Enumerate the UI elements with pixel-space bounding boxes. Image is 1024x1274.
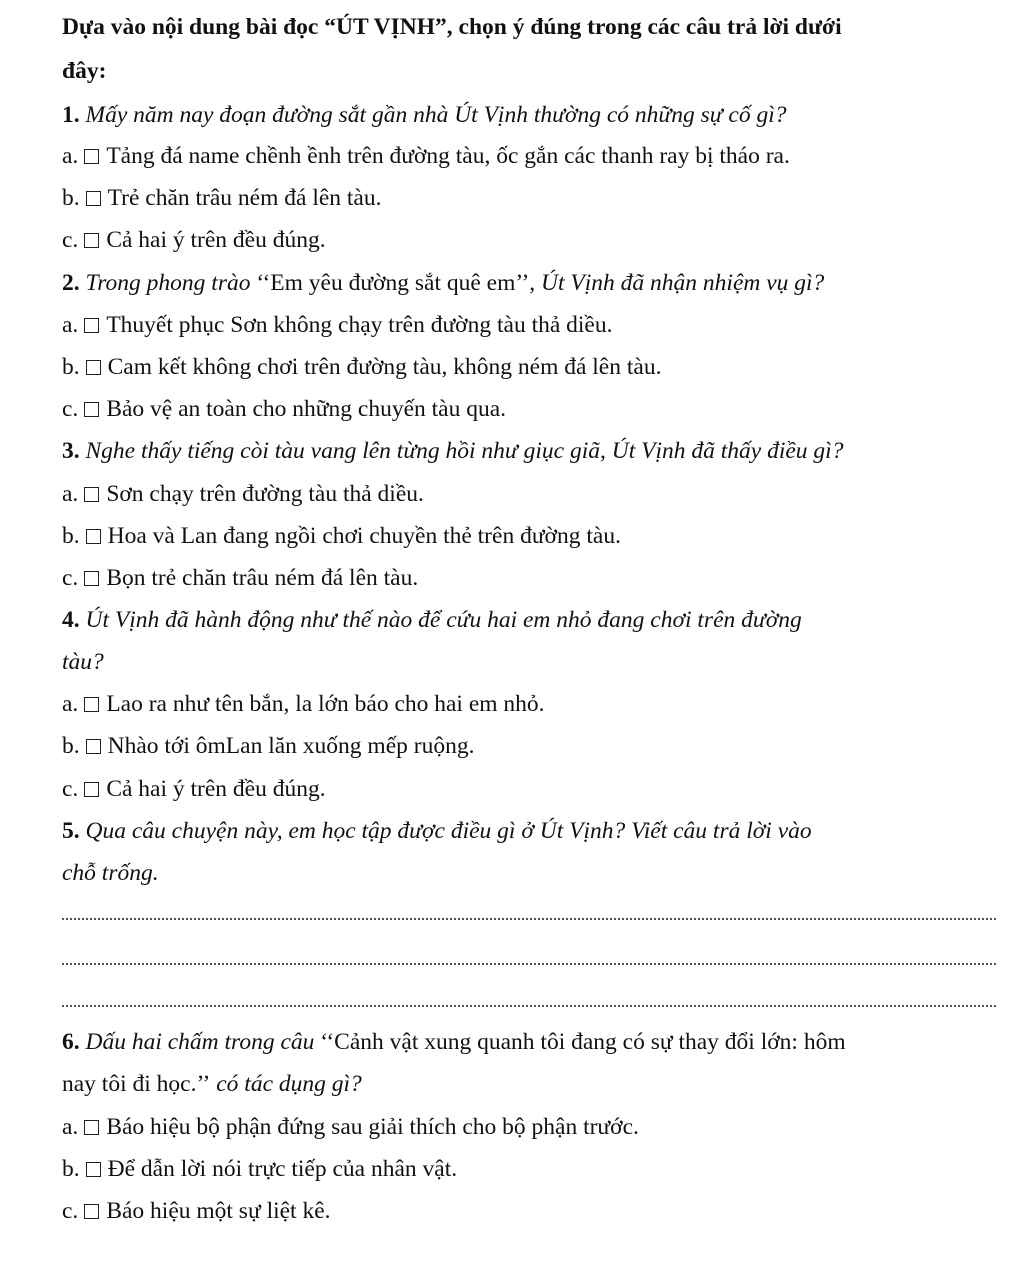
checkbox[interactable]: [86, 1162, 101, 1177]
option-text: Lao ra như tên bắn, la lớn báo cho hai em nhỏ.: [106, 691, 545, 717]
checkbox[interactable]: [84, 233, 99, 248]
option-letter: a.: [62, 312, 79, 338]
question-text-italic: có tác dụng gì?: [210, 1071, 362, 1097]
option-letter: c.: [62, 396, 79, 422]
option-text: Tảng đá name chềnh ềnh trên đường tàu, ốc gắn các thanh ray bị tháo ra.: [106, 143, 790, 169]
option-letter: c.: [62, 776, 79, 802]
checkbox[interactable]: [86, 360, 101, 375]
question-4-option-c: [62, 774, 326, 804]
question-text-quote: ‘‘Em yêu đường sắt quê em’’: [256, 270, 530, 296]
question-6-option-b: [62, 1154, 457, 1184]
option-letter: a.: [62, 143, 79, 169]
question-number: 4.: [62, 607, 80, 633]
question-3: [62, 436, 843, 466]
checkbox[interactable]: [84, 1204, 99, 1219]
checkbox[interactable]: [84, 402, 99, 417]
question-1-option-b: [62, 183, 382, 213]
question-2-option-a: [62, 310, 613, 340]
answer-line-1[interactable]: [62, 918, 996, 920]
question-4: [62, 605, 802, 635]
question-6-option-a: [62, 1112, 639, 1142]
option-text: Báo hiệu một sự liệt kê.: [106, 1198, 331, 1224]
question-2-option-b: [62, 352, 661, 382]
option-text: Cả hai ý trên đều đúng.: [106, 776, 326, 802]
option-letter: a.: [62, 691, 79, 717]
checkbox[interactable]: [84, 571, 99, 586]
question-1-option-a: [62, 141, 790, 171]
option-letter: c.: [62, 565, 79, 591]
option-text: Bọn trẻ chăn trâu ném đá lên tàu.: [106, 565, 419, 591]
question-number: 2.: [62, 270, 80, 296]
question-4-option-b: [62, 731, 474, 761]
question-5: [62, 816, 812, 846]
checkbox[interactable]: [84, 318, 99, 333]
option-text: Hoa và Lan đang ngồi chơi chuyền thẻ trên đường tàu.: [107, 523, 621, 549]
option-letter: b.: [62, 733, 80, 759]
question-text: Út Vịnh đã hành động như thế nào để cứu hai em nhỏ đang chơi trên đường: [85, 607, 802, 633]
question-3-option-b: [62, 521, 621, 551]
question-4-option-a: [62, 689, 545, 719]
question-3-option-a: [62, 479, 424, 509]
question-6-continuation: [62, 1069, 362, 1099]
option-letter: b.: [62, 185, 80, 211]
option-letter: c.: [62, 1198, 79, 1224]
intro-line-2: đây:: [62, 58, 107, 84]
option-text: Nhào tới ômLan lăn xuống mếp ruộng.: [107, 733, 475, 759]
question-number: 5.: [62, 818, 80, 844]
question-text-italic: Dấu hai chấm trong câu: [85, 1029, 321, 1055]
option-text: Thuyết phục Sơn không chạy trên đường tàu thả diều.: [106, 312, 613, 338]
question-number: 3.: [62, 438, 80, 464]
option-letter: a.: [62, 1114, 79, 1140]
question-text-quote: nay tôi đi học.’’: [62, 1071, 211, 1097]
option-text: Bảo vệ an toàn cho những chuyến tàu qua.: [106, 396, 507, 422]
option-letter: b.: [62, 523, 80, 549]
question-1: [62, 100, 787, 130]
question-4-continuation: tàu?: [62, 649, 104, 675]
option-text: Cam kết không chơi trên đường tàu, không ném đá lên tàu.: [107, 354, 662, 380]
checkbox[interactable]: [84, 487, 99, 502]
checkbox[interactable]: [84, 1120, 99, 1135]
checkbox[interactable]: [86, 529, 101, 544]
intro-line-1: Dựa vào nội dung bài đọc “ÚT VỊNH”, chọn ý đúng trong các câu trả lời dưới: [62, 14, 842, 40]
option-text: Báo hiệu bộ phận đứng sau giải thích cho bộ phận trước.: [106, 1114, 639, 1140]
answer-line-3[interactable]: [62, 1005, 996, 1007]
option-letter: a.: [62, 481, 79, 507]
option-text: Sơn chạy trên đường tàu thả diều.: [106, 481, 424, 507]
question-text-italic: Trong phong trào: [85, 270, 257, 296]
question-text: Mấy năm nay đoạn đường sắt gần nhà Út Vịnh thường có những sự cố gì?: [85, 102, 787, 128]
checkbox[interactable]: [86, 191, 101, 206]
checkbox[interactable]: [84, 697, 99, 712]
question-text: Qua câu chuyện này, em học tập được điều gì ở Út Vịnh? Viết câu trả lời vào: [85, 818, 812, 844]
checkbox[interactable]: [84, 782, 99, 797]
question-6: [62, 1027, 846, 1057]
question-3-option-c: [62, 563, 418, 593]
checkbox[interactable]: [86, 739, 101, 754]
question-2: [62, 268, 824, 298]
option-letter: b.: [62, 354, 80, 380]
question-6-option-c: [62, 1196, 331, 1226]
question-5-continuation: chỗ trống.: [62, 860, 159, 886]
question-text-quote: ‘‘Cảnh vật xung quanh tôi đang có sự thay đổi lớn: hôm: [320, 1029, 846, 1055]
option-text: Cả hai ý trên đều đúng.: [106, 227, 326, 253]
question-number: 1.: [62, 102, 80, 128]
option-text: Trẻ chăn trâu ném đá lên tàu.: [107, 185, 382, 211]
question-text: Nghe thấy tiếng còi tàu vang lên từng hồi như giục giã, Út Vịnh đã thấy điều gì?: [85, 438, 844, 464]
option-letter: c.: [62, 227, 79, 253]
question-2-option-c: [62, 394, 506, 424]
question-text-italic: , Út Vịnh đã nhận nhiệm vụ gì?: [529, 270, 825, 296]
option-text: Để dẫn lời nói trực tiếp của nhân vật.: [107, 1156, 458, 1182]
question-1-option-c: [62, 225, 326, 255]
question-number: 6.: [62, 1029, 80, 1055]
checkbox[interactable]: [84, 149, 99, 164]
answer-line-2[interactable]: [62, 963, 996, 965]
option-letter: b.: [62, 1156, 80, 1182]
